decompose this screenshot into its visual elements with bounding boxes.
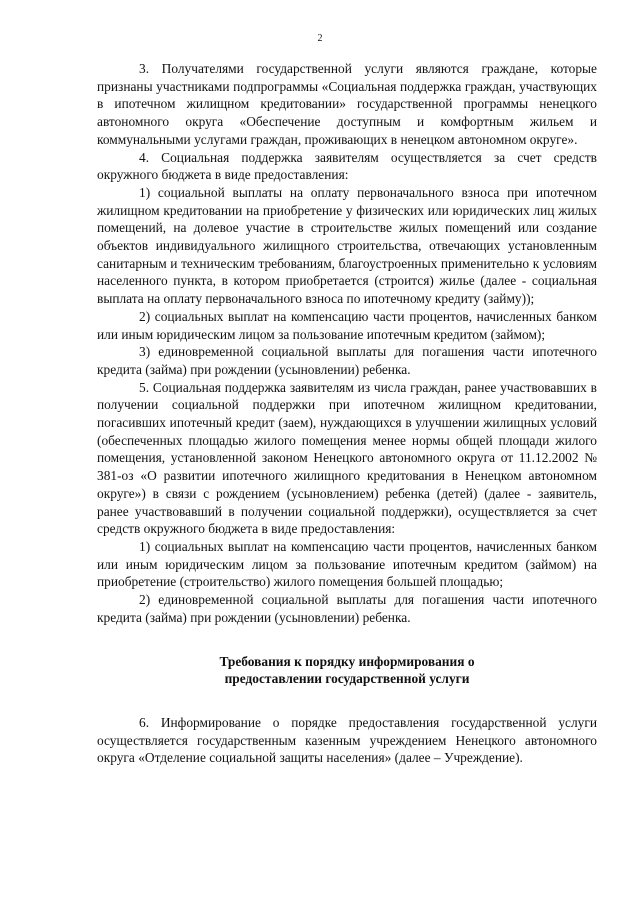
section-heading-line-1: Требования к порядку информирования о: [219, 653, 475, 669]
paragraph-4-item-3: 3) единовременной социальной выплаты для погашения части ипотечного кредита (займа) при рождении (усыновлении) ребенка.: [97, 344, 597, 377]
section-heading-line-2: предоставлении государственной услуги: [224, 671, 470, 687]
page-number: 2: [317, 33, 323, 44]
paragraph-6-informing: 6. Информирование о порядке предоставления государственной услуги осуществляется государственным казенным учреждением Ненецкого автономного округа «Отделение социальной защиты населения» (далее – Учреждение).: [97, 714, 597, 766]
paragraph-4-support: 4. Социальная поддержка заявителям осуществляется за счет средств окружного бюджета в виде предоставления:: [97, 149, 597, 183]
paragraph-3-recipients: 3. Получателями государственной услуги являются граждане, которые признаны участниками подпрограммы «Социальная поддержка граждан, участвующих в ипотечном жилищном кредитовании» государственной программы ненецкого автономного округа «Обеспечение доступным и комфортным жильем и коммунальными услугами граждан, проживающих в ненецком автономном округе».: [97, 61, 597, 147]
paragraph-4-item-2: 2) социальных выплат на компенсацию части процентов, начисленных банком или иным юридическим лицом за пользование ипотечным кредитом (займом);: [97, 308, 597, 342]
document-body: [97, 60, 597, 767]
paragraph-5-support: 5. Социальная поддержка заявителям из числа граждан, ранее участвовавших в получении социальной поддержки при ипотечном жилищном кредитовании, погасивших ипотечный кредит (заем), нуждающихся в улучшении жилищных условий (обеспеченных площадью жилого помещения менее нормы общей площади жилого помещения, установленной законом Ненецкого автономного округа от 11.12.2002 № 381-оз «О развитии ипотечного жилищного кредитования в Ненецком автономном округе») в связи с рождением (усыновлением) ребенка (детей) (далее - заявитель, ранее участвовавший в получении социальной поддержки), осуществляется за счет средств окружного бюджета в виде предоставления:: [97, 379, 597, 537]
section-heading: [97, 653, 597, 688]
paragraph-5-item-1: 1) социальных выплат на компенсацию части процентов, начисленных банком или иным юридическим лицом за пользование ипотечным кредитом (займом) на приобретение (строительство) жилого помещения большей площадью;: [97, 538, 597, 590]
paragraph-4-item-1: 1) социальной выплаты на оплату первоначального взноса при ипотечном жилищном кредитовании на приобретение у физических или юридических лиц жилых помещений, на долевое участие в строительстве жилых помещений или создание объектов индивидуального жилищного строительства, отвечающих установленным санитарным и техническим требованиям, благоустроенных применительно к условиям населенного пункта, в котором приобретается (строится) жилье (далее - социальная выплата на оплату первоначального взноса по ипотечному кредиту (займу));: [97, 184, 597, 307]
paragraph-5-item-2: 2) единовременной социальной выплаты для погашения части ипотечного кредита (займа) при рождении (усыновлении) ребенка.: [97, 592, 597, 625]
